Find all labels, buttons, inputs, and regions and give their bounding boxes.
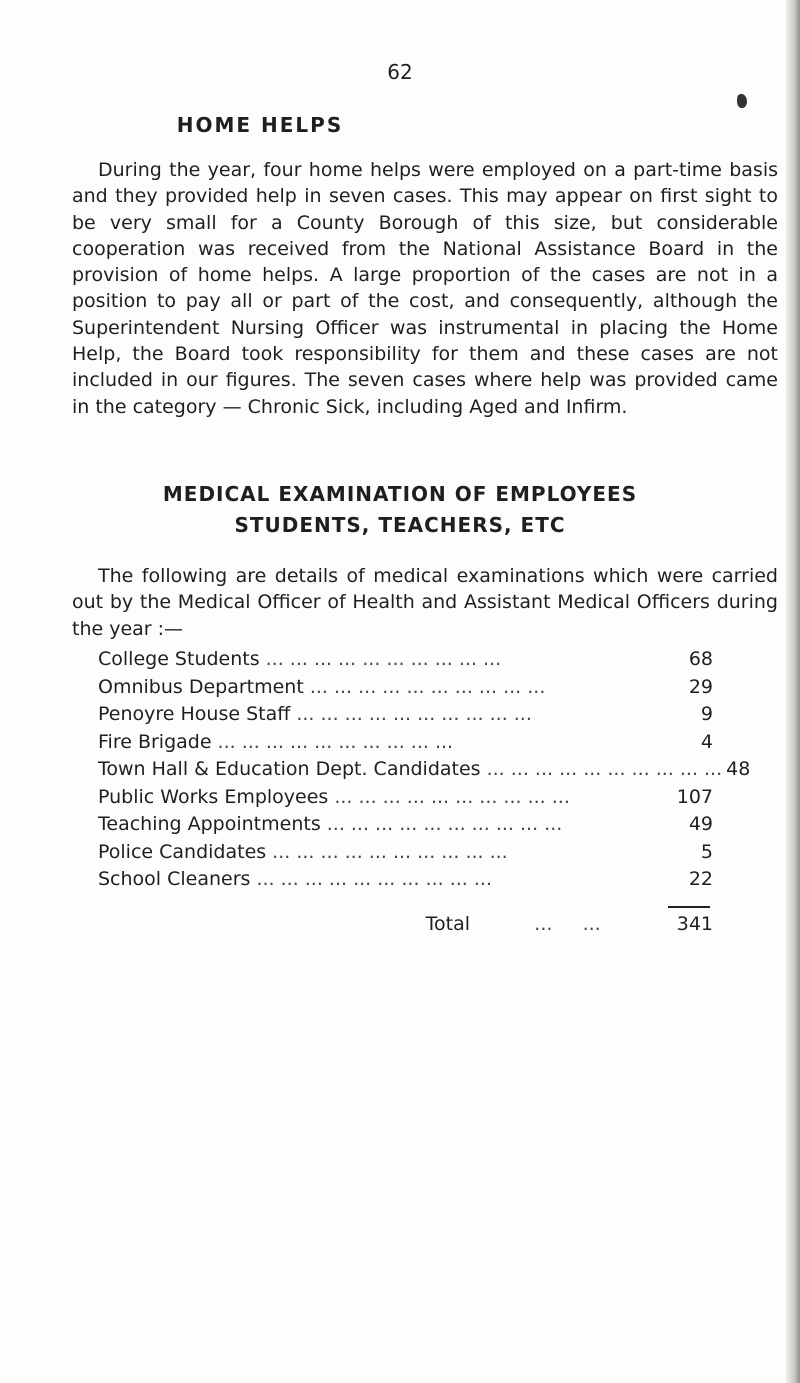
leader-dots: ... ... ... ... ... ... ... ... ... ...: [334, 785, 570, 808]
item-label: Fire Brigade: [98, 730, 212, 753]
list-item: [98, 841, 713, 869]
total-value: 341: [676, 913, 713, 935]
leader-dots: ... ... ... ... ... ... ... ... ... ...: [296, 703, 532, 725]
item-value: 49: [688, 813, 713, 835]
item-value: 48: [726, 758, 751, 780]
item-label: Omnibus Department: [98, 675, 304, 698]
page-edge-shadow: [786, 0, 800, 1383]
list-item: [98, 868, 713, 896]
item-label: Penoyre House Staff: [98, 703, 291, 725]
item-label: Town Hall & Education Dept. Candidates: [98, 758, 481, 780]
examination-list: [98, 648, 751, 896]
list-item: [98, 786, 713, 814]
item-label: School Cleaners: [98, 868, 251, 890]
leader-dots: ... ... ... ... ... ... ... ... ... ...: [217, 730, 454, 753]
leader-dots: ... ... ... ... ... ... ... ... ... ...: [265, 648, 502, 670]
leader-dots: ... ...: [534, 913, 601, 935]
leader-dots: ... ... ... ... ... ... ... ... ... ...: [272, 840, 508, 863]
home-helps-paragraph: During the year, four home helps were employed on a part-time basis and they provided help in seven cases. This may appear on first sight to be very small for a County Borough of this size, but considerable cooperation was received from the National Assistance Board in the provision of home helps. A large proportion of the cases are not in a position to pay all or part of the cost, and consequently, although the Superintendent Nursing Officer was instrumental in placing the Home Help, the Board took responsibility for them and these cases are not included in our figures. The seven cases where help was provided came in the category — Chronic Sick, including Aged and Infirm.: [72, 159, 778, 418]
medical-examination-subheading: STUDENTS, TEACHERS, ETC: [234, 513, 566, 537]
total-rule: [668, 906, 710, 908]
home-helps-heading: HOME HELPS: [176, 113, 344, 137]
list-item: [98, 731, 713, 759]
list-item: [98, 813, 713, 841]
item-value: 22: [688, 868, 713, 890]
item-value: 68: [688, 648, 713, 670]
item-value: 107: [676, 785, 713, 808]
list-item: [98, 648, 713, 676]
page-number: 62: [387, 60, 413, 84]
item-label: College Students: [98, 648, 260, 670]
list-item: [98, 703, 713, 731]
medical-examination-intro: The following are details of medical examinations which were carried out by the Medical Officer of Health and Assistant Medical Officers during the year :—: [72, 565, 778, 640]
list-item: [98, 676, 713, 704]
ink-mark: [737, 94, 747, 108]
leader-dots: ... ... ... ... ... ... ... ... ... ...: [486, 758, 723, 780]
item-label: Police Candidates: [98, 840, 267, 863]
leader-dots: ... ... ... ... ... ... ... ... ... ...: [256, 868, 492, 890]
total-row: [360, 913, 713, 935]
item-value: 29: [688, 675, 713, 698]
total-label: Total: [425, 913, 470, 935]
item-value: 9: [700, 703, 713, 725]
item-label: Teaching Appointments: [98, 813, 321, 835]
medical-examination-heading: MEDICAL EXAMINATION OF EMPLOYEES: [162, 482, 638, 506]
item-label: Public Works Employees: [98, 785, 329, 808]
leader-dots: ... ... ... ... ... ... ... ... ... ...: [309, 675, 546, 698]
list-item: [98, 758, 751, 786]
leader-dots: ... ... ... ... ... ... ... ... ... ...: [326, 813, 563, 835]
item-value: 4: [700, 730, 713, 753]
item-value: 5: [700, 840, 713, 863]
